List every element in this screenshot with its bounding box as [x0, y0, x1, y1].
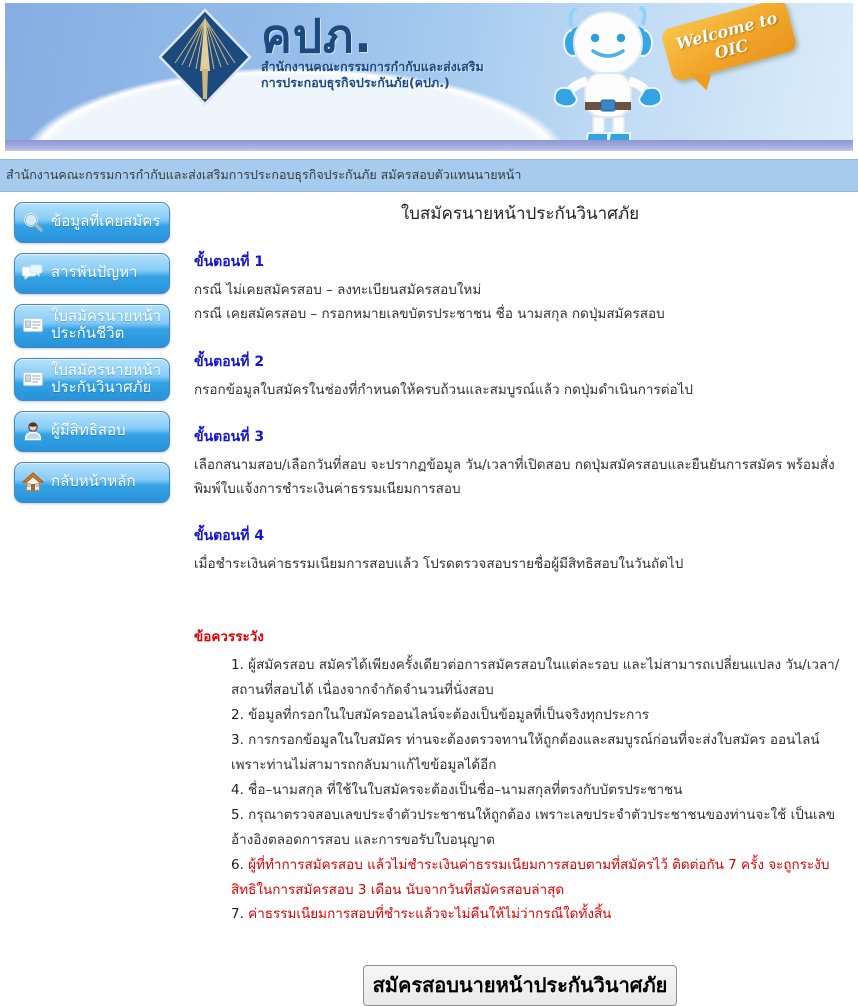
sidebar-item-label: กลับหน้าหลัก: [51, 472, 136, 491]
caution-heading: ข้อควรระวัง: [194, 628, 264, 645]
caution-item: [231, 902, 842, 927]
step-line: กรณี เคยสมัครสอบ – กรอกหมายเลขบัตรประชาชน ชื่อ นามสกุล กดปุ่มสมัครสอบ: [194, 306, 665, 323]
caution-item: [231, 728, 842, 778]
magnifier-icon: [22, 211, 44, 233]
sidebar-item[interactable]: [14, 462, 170, 503]
caution-list: [194, 653, 846, 928]
caution-item-number: 6.: [231, 856, 249, 873]
step-line: กรอกข้อมูลใบสมัครในช่องที่กำหนดให้ครบถ้วนและสมบูรณ์แล้ว กดปุ่มดำเนินการต่อไป: [194, 381, 693, 398]
step-heading: ขั้นตอนที่ 3: [194, 428, 265, 445]
step-heading: ขั้นตอนที่ 4: [194, 528, 265, 545]
breadcrumb-text: สำนักงานคณะกรรมการกำกับและส่งเสริมการประกอบธุรกิจประกันภัย สมัครสอบตัวแทนนายหน้า: [6, 167, 522, 182]
breadcrumb-bar: [0, 159, 858, 192]
sidebar-item-label: สารพันปัญหา: [51, 263, 138, 282]
banner-bottom-strip: [5, 140, 853, 151]
page-title: ใบสมัครนายหน้าประกันวินาศภัย: [400, 204, 640, 224]
caution-item: [231, 803, 842, 853]
apply-exam-button[interactable]: สมัครสอบนายหน้าประกันวินาศภัย: [363, 965, 678, 1006]
caution-item-text: กรุณาตรวจสอบเลขประจำตัวประชาชนให้ถูกต้อง เพราะเลขประจำตัวประชาชนของท่านจะใช้ เป็นเลขอ้างอิงตลอดการสอบ และการขอรับใบอนุญาต: [231, 806, 836, 848]
logo-subtitle-line1: สำนักงานคณะกรรมการกำกับและส่งเสริม: [261, 59, 484, 74]
caution-item-number: 1.: [231, 656, 249, 673]
caution-item-text: ค่าธรรมเนียมการสอบที่ชำระแล้วจะไม่คืนให้ไม่ว่ากรณีใดทั้งสิ้น: [248, 906, 612, 923]
sidebar-item[interactable]: [14, 304, 170, 348]
chat-icon: [22, 262, 44, 284]
caution-item-number: 3.: [231, 731, 249, 748]
submit-row: [194, 965, 846, 1006]
step-block: [194, 426, 846, 502]
step-line: เลือกสนามสอบ/เลือกวันที่สอบ จะปรากฏข้อมูล วัน/เวลาที่เปิดสอบ กดปุ่มสมัครสอบและยืนยันการสมัคร พร้อมสั่งพิมพ์ใบแจ้งการชำระเงินค่าธรรมเนียมการสอบ: [194, 456, 835, 498]
sidebar-item[interactable]: [14, 358, 170, 402]
welcome-bubble-text: Welcome to OIC: [673, 8, 780, 63]
step-line: เมื่อชำระเงินค่าธรรมเนียมการสอบแล้ว โปรดตรวจสอบรายชื่อผู้มีสิทธิสอบในวันถัดไป: [194, 556, 684, 573]
header-banner: [5, 3, 853, 151]
person-icon: [22, 420, 44, 442]
caution-item-text: ชื่อ–นามสกุล ที่ใช้ในใบสมัครจะต้องเป็นชื่อ–นามสกุลที่ตรงกับบัตรประชาชน: [248, 781, 683, 798]
step-line: กรณี ไม่เคยสมัครสอบ – ลงทะเบียนสมัครสอบใหม่: [194, 282, 482, 298]
step-block: [194, 251, 846, 327]
caution-item-number: 4.: [231, 781, 249, 798]
caution-item-number: 5.: [231, 806, 249, 823]
sidebar-item[interactable]: [14, 253, 170, 294]
step-heading: ขั้นตอนที่ 2: [194, 353, 265, 370]
home-icon: [22, 471, 44, 493]
caution-item-number: 7.: [231, 906, 249, 923]
logo-title: คปภ.: [261, 9, 373, 63]
caution-item-text: ข้อมูลที่กรอกในใบสมัครออนไลน์จะต้องเป็นข้อมูลที่เป็นจริงทุกประการ: [248, 706, 650, 723]
step-block: [194, 351, 846, 402]
oic-diamond-logo-icon: [157, 7, 253, 107]
logo-subtitle-line2: การประกอบธุรกิจประกันภัย(คปภ.): [261, 74, 450, 90]
sidebar-item-label: ใบสมัครนายหน้า ประกันวินาศภัย: [51, 360, 162, 396]
caution-section: [194, 625, 846, 928]
caution-item: [231, 853, 842, 903]
step-heading: ขั้นตอนที่ 1: [194, 254, 265, 270]
caution-item-text: ผู้สมัครสอบ สมัครได้เพียงครั้งเดียวต่อการสมัครสอบในแต่ละรอบ และไม่สามารถเปลี่ยนแปลง วัน/เวลา/สถานที่สอบได้ เนื่องจากจำกัดจำนวนที่นั่งสอบ: [231, 656, 840, 698]
caution-item-text: การกรอกข้อมูลในใบสมัคร ท่านจะต้องตรวจทานให้ถูกต้องและสมบูรณ์ก่อนที่จะส่งใบสมัคร ออนไลน์เพราะท่านไม่สามารถกลับมาแก้ไขข้อมูลได้อีก: [231, 731, 820, 773]
main-content: [180, 198, 850, 1006]
sidebar-nav: [14, 198, 180, 503]
caution-item-number: 2.: [231, 706, 249, 723]
caution-item-text: ผู้ที่ทำการสมัครสอบ แล้วไม่ชำระเงินค่าธรรมเนียมการสอบตามที่สมัครไว้ ติดต่อกัน 7 ครั้ง จะถูกระงับสิทธิในการสมัครสอบ 3 เดือน นับจากวันที่สมัครสอบล่าสุด: [231, 856, 830, 898]
sidebar-item[interactable]: [14, 411, 170, 452]
steps-section: [194, 251, 846, 577]
oic-logo: [157, 7, 484, 107]
caution-item: [231, 653, 842, 703]
caution-item: [231, 778, 842, 803]
step-block: [194, 525, 846, 576]
id-card-icon: [22, 314, 44, 336]
caution-item: [231, 703, 842, 728]
id-card-icon: [22, 368, 44, 390]
sidebar-item-label: ใบสมัครนายหน้า ประกันชีวิต: [51, 307, 162, 343]
sidebar-item-label: ข้อมูลที่เคยสมัคร: [51, 212, 161, 231]
sidebar-item[interactable]: [14, 202, 170, 243]
sidebar-item-label: ผู้มีสิทธิสอบ: [51, 421, 126, 440]
robot-mascot-icon: [533, 5, 683, 140]
